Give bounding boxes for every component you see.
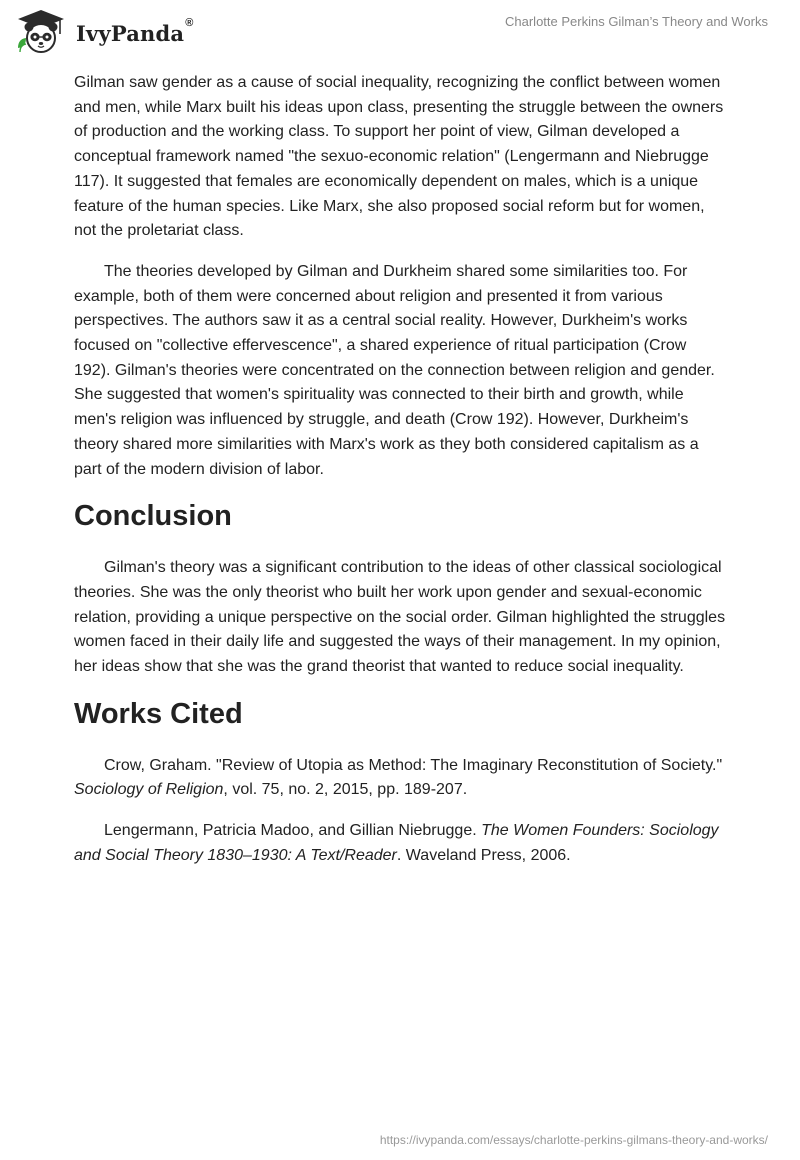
essay-content (74, 71, 726, 885)
panda-graduate-icon (14, 8, 68, 56)
page-header (0, 0, 800, 60)
logo-name: IvyPanda (76, 20, 185, 46)
ivypanda-logo[interactable] (14, 8, 194, 56)
paragraph-gilman-durkheim: The theories developed by Gilman and Durkheim shared some similarities too. For example, both of them were concerned about religion and presented it from various perspectives. The authors saw it as a central social reality. However, Durkheim's works focused on "collective effervescence", a shared experience of ritual participation (Crow 192). Gilman's theories were concentrated on the connection between religion and gender. She suggested that women's spirituality was connected to their birth and growth, while men's religion was influenced by struggle, and death (Crow 192). However, Durkheim's theory shared more similarities with Marx's work as they both considered capitalism as a part of the modern division of labor. (74, 262, 715, 478)
paragraph-conclusion: Gilman's theory was a significant contribution to the ideas of other classical sociological theories. She was the only theorist who built her work upon gender and sexual-economic relation, providing a unique perspective on the social order. Gilman highlighted the struggles women faced in their daily life and suggested the ways of their management. In my opinion, her ideas show that she was the grand theorist that wanted to reduce social inequality. (74, 559, 726, 676)
source-url[interactable]: https://ivypanda.com/essays/charlotte-perkins-gilmans-theory-and-works/ (379, 1133, 768, 1147)
works-cited-heading: Works Cited (74, 697, 243, 730)
citation-text: Crow, Graham. "Review of Utopia as Method: The Imaginary Reconstitution of Society." (104, 756, 723, 774)
document-title: Charlotte Perkins Gilman’s Theory and Works (505, 14, 768, 29)
citation-details: . Waveland Press, 2006. (396, 846, 571, 864)
citation-details: , vol. 75, no. 2, 2015, pp. 189-207. (223, 781, 468, 799)
logo-wordmark (76, 16, 194, 46)
citation-lengermann (74, 819, 726, 868)
citation-source-title: Sociology of Religion (74, 781, 224, 799)
citation-text: Lengermann, Patricia Madoo, and Gillian Niebrugge. (104, 822, 482, 840)
conclusion-heading: Conclusion (74, 500, 232, 533)
registered-mark: ® (185, 16, 194, 29)
citation-crow (74, 754, 726, 803)
paragraph-gilman-marx: Gilman saw gender as a cause of social inequality, recognizing the conflict between women and men, while Marx built his ideas upon class, presenting the struggle between the owners of production and the working class. To support her point of view, Gilman developed a conceptual framework named "the sexuo-economic relation" (Lengermann and Niebrugge 117). It suggested that females are economically dependent on males, which is a unique feature of the human species. Like Marx, she also proposed social reform but for women, not the proletariat class. (74, 74, 724, 240)
citation-source-title: The Women Founders: Sociology and Social Theory 1830–1930: A Text/Reader (74, 822, 719, 864)
